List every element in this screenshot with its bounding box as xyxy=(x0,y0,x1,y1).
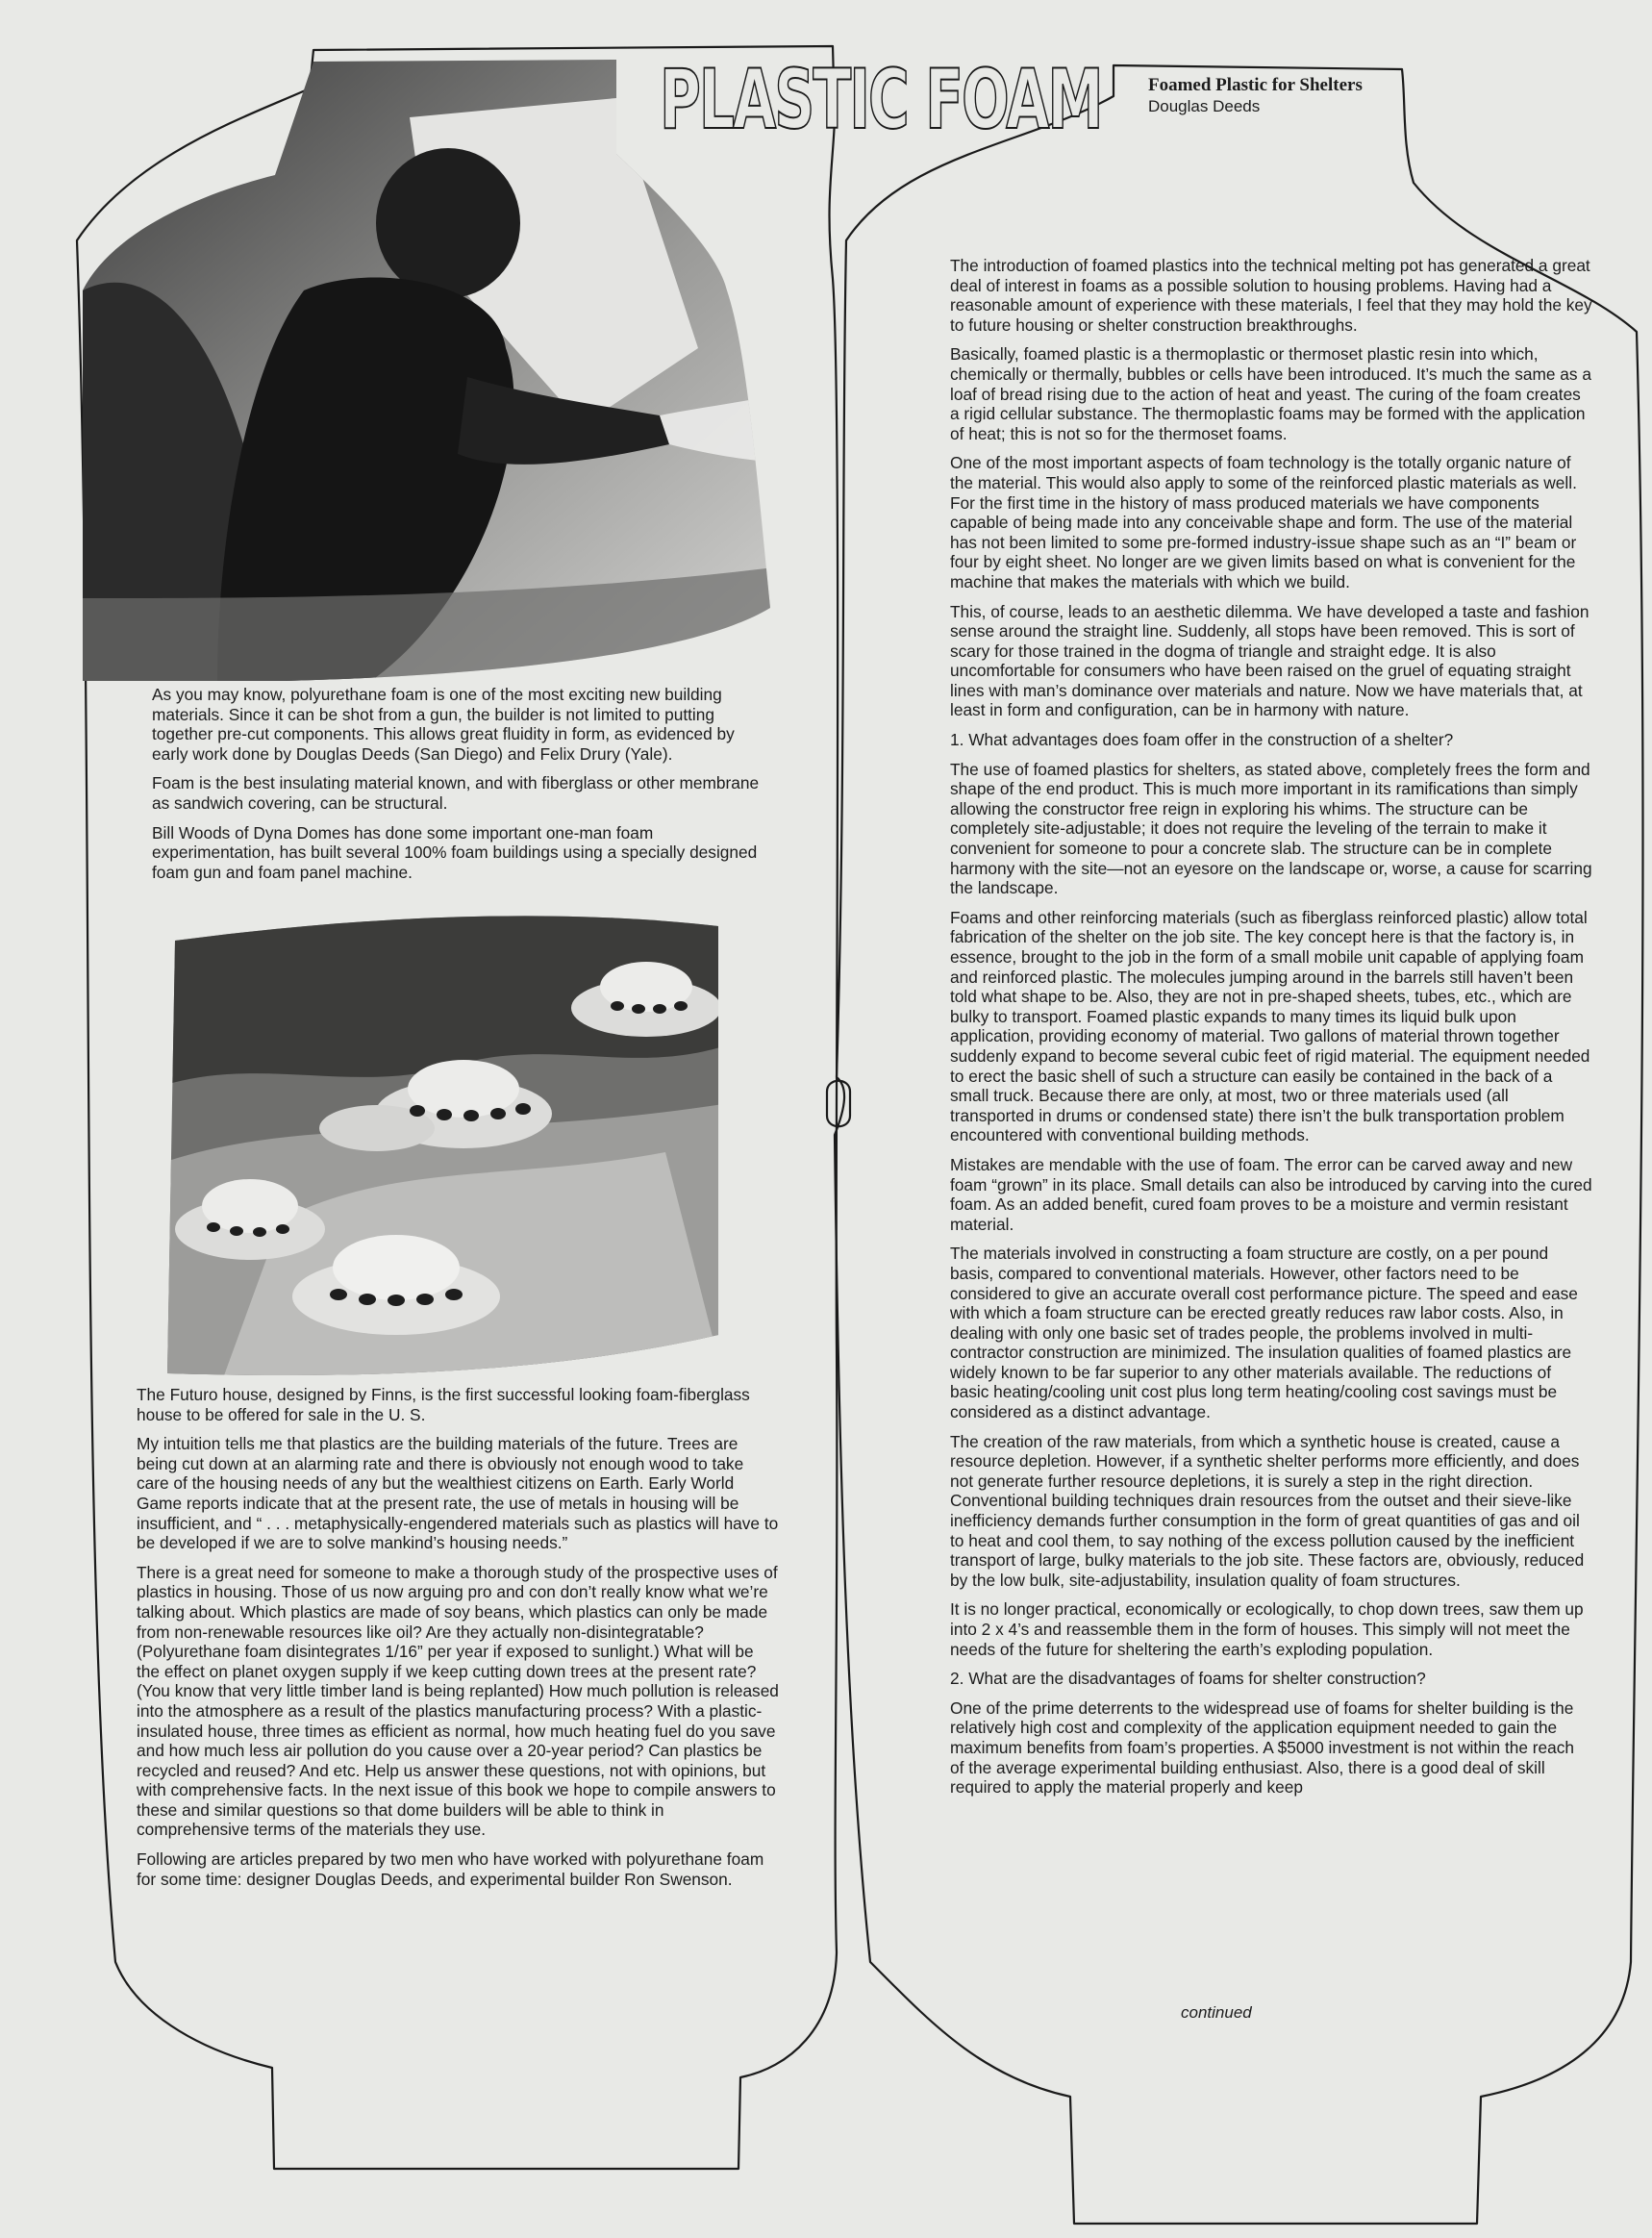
left-column-lower xyxy=(137,1385,779,1899)
photo-foam-spraying xyxy=(83,60,833,681)
paragraph-following-articles: Following are articles prepared by two men who have worked with polyurethane foam for some time: designer Douglas Deeds, and experimental builder Ron Swenson. xyxy=(137,1849,764,1889)
divider-capsule xyxy=(827,1081,850,1127)
article-paragraph: Mistakes are mendable with the use of foam. The error can be carved away and new foam “grown” in its place. Small details can also be introduced by carving into the cured foam. As an added benefit, cured foam proves to be a moisture and vermin resistant material. xyxy=(950,1154,1592,1234)
photo-futuro-houses xyxy=(165,912,723,1378)
paragraph-intuition: My intuition tells me that plastics are the building materials of the future. Trees are being cut down at an alarming rate and there is obviously not enough wood to take care of the housing needs of any but the wealthiest citizens on Earth. Early World Game reports indicate that at the present rate, the use of metals in housing will be insufficient, and “ . . . metaphysically-engendered materials such as plastics will have to be developed if we are to solve mankind’s housing needs.” xyxy=(137,1434,779,1553)
page-title: PLASTIC FOAM xyxy=(660,52,1102,148)
byline xyxy=(1148,75,1379,116)
article-paragraph: It is no longer practical, economically or ecologically, to chop down trees, saw them up into 2 x 4’s and reassemble them in the form of houses. This simply will not meet the needs of the future for sheltering the earth’s exploding population. xyxy=(950,1599,1584,1659)
paragraph-dyna-domes: Bill Woods of Dyna Domes has done some important one-man foam experimentation, has built several 100% foam buildings using a specially designed foam gun and foam panel machine. xyxy=(152,822,758,882)
byline-author: Douglas Deeds xyxy=(1148,97,1261,115)
paragraph-insulating: Foam is the best insulating material known, and with fiberglass or other membrane as sandwich covering, can be structural. xyxy=(152,773,760,813)
byline-title: Foamed Plastic for Shelters xyxy=(1148,75,1363,95)
article-question: 1. What advantages does foam offer in the construction of a shelter? xyxy=(950,730,1454,750)
paragraph-study-needed: There is a great need for someone to make a thorough study of the prospective uses of plastics in housing. Those of us now arguing pro and con don’t really know what we’re talking about. Which plastics are made of soy beans, which plastics can only be made from non-renewable resources like oil? Are they actually non-disintegratable? (Polyurethane foam disintegrates 1/16” per year if exposed to sunlight.) What will be the effect on planet oxygen supply if we keep cutting down trees at the present rate? (You know that very little timber land is being replanted) How much pollution is released into the atmosphere as a result of the plastics manufacturing process? With a plastic-insulated house, three times as efficient as normal, how much heating fuel do you save and how much less air pollution do you cause over a 20-year period? Can plastics be recycled and reused? And etc. Help us answer these questions, not with opinions, but with comprehensive facts. In the next issue of this book we hope to compile answers to these and similar questions so that dome builders will be able to think in comprehensive terms of the materials they use. xyxy=(137,1562,779,1840)
article-paragraph: The introduction of foamed plastics into the technical melting pot has generated a great deal of interest in foams as a possible solution to housing problems. Having had a reasonable amount of experience with these materials, I feel that they may hold the key to future housing or shelter construction breakthroughs. xyxy=(950,256,1592,335)
article-paragraph: The materials involved in constructing a foam structure are costly, on a per pound basis, compared to conventional materials. However, other factors need to be considered to give an accurate overall cost performance picture. The speed and ease with which a foam structure can be erected greatly reduces raw labor costs. Also, in dealing with only one basic set of trades people, the problems involved in multi-contractor construction are minimized. The insulation qualities of foamed plastics are widely known to be far superior to any other materials available. The reductions of basic heating/cooling unit cost plus long term heating/cooling cost savings must be considered as a distinct advantage. xyxy=(950,1244,1578,1422)
article-paragraph: One of the most important aspects of foam technology is the totally organic nature of the material. This would also apply to some of the reinforced plastic materials as well. For the first time in the history of mass produced materials we have components capable of being made into any conceivable shape and form. The use of the material has not been limited to some pre-formed industry-issue shape such as an “I” beam or four by eight sheet. No longer are we given limits based on what is convenient for the machine that makes the materials with which we build. xyxy=(950,453,1577,591)
caption-futuro-house: The Futuro house, designed by Finns, is the first successful looking foam-fiberglass house to be offered for sale in the U. S. xyxy=(137,1385,750,1424)
article-paragraph: This, of course, leads to an aesthetic dilemma. We have developed a taste and fashion sense around the straight line. Suddenly, all stops have been removed. This is sort of scary for those trained in the dogma of triangle and straight edge. It is also uncomfortable for consumers who have been raised on the gruel of equating straight lines with man’s dominance over materials and nature. Now we have materials that, at least in form and configuration, can be in harmony with nature. xyxy=(950,601,1589,720)
article-paragraph: Basically, foamed plastic is a thermoplastic or thermoset plastic resin into which, chemically or thermally, bubbles or cells have been introduced. It’s much the same as a loaf of bread rising due to the action of heat and yeast. The curing of the foam creates a rigid cellular substance. The thermoplastic foams may be formed with the application of heat; this is not so for the thermoset foams. xyxy=(950,344,1591,443)
continued-label: continued xyxy=(1181,2003,1252,2022)
caption-foam-spraying: As you may know, polyurethane foam is one of the most exciting new building materials. Since it can be shot from a gun, the builder is not limited to putting together pre-cut components. This allows great fluidity in form, as evidenced by early work done by Douglas Deeds (San Diego) and Felix Drury (Yale). xyxy=(152,685,735,764)
article-paragraph: One of the prime deterrents to the widespread use of foams for shelter building is the relatively high cost and complexity of the application equipment needed to gain the maximum benefits from foam’s properties. A $5000 investment is not within the reach of the average experimental building enthusiast. Also, there is a good deal of skill required to apply the material properly and keep xyxy=(950,1697,1574,1798)
article-paragraph: Foams and other reinforcing materials (such as fiberglass reinforced plastic) allow total fabrication of the shelter on the job site. The key concept here is that the factory is, in essence, brought to the job in the form of a small mobile unit capable of applying foam and reinforced plastic. The molecules jumping around in the barrels still haven’t been told what shape to be. Also, they are not in pre-shaped sheets, tubes, etc., which are bulky to transport. Foamed plastic expands to many times its liquid bulk upon application, providing economy of material. Two gallons of material thrown together suddenly expand to become several cubic feet of rigid material. The equipment needed to erect the basic shell of such a structure can easily be contained in the back of a small truck. Because there are only, at most, two or three materials used (all transported in drums or condensed state) there isn’t the bulk transportation problem encountered with conventional building methods. xyxy=(950,907,1590,1145)
left-column-upper xyxy=(152,685,763,892)
article-question: 2. What are the disadvantages of foams for shelter construction? xyxy=(950,1669,1426,1689)
article-paragraph: The use of foamed plastics for shelters, as stated above, completely frees the form and shape of the end product. This is much more important in its ramifications than simply allowing the constructor free reign in exploring his whims. The structure can be completely site-adjustable; it does not require the leveling of the terrain to make it convenient for someone to pour a concrete slab. The structure can be in complete harmony with the site—not an eyesore on the landscape or, worse, a cause for scarring the landscape. xyxy=(950,759,1592,898)
article-body xyxy=(950,256,1592,1807)
article-paragraph: The creation of the raw materials, from which a synthetic house is created, cause a resource depletion. However, if a synthetic shelter performs more efficiently, and does not generate further resource depletions, it is surely a step in the right direction. Conventional building techniques drain resources from the outset and their sieve-like inefficiency demands further consumption in the form of great quantities of gas and oil to heat and cool them, to say nothing of the excess pollution caused by the inefficient transport of large, bulky materials to the job site. These factors are, obviously, reduced by the low bulk, site-adjustability, insulation quality of foam structures. xyxy=(950,1431,1585,1590)
